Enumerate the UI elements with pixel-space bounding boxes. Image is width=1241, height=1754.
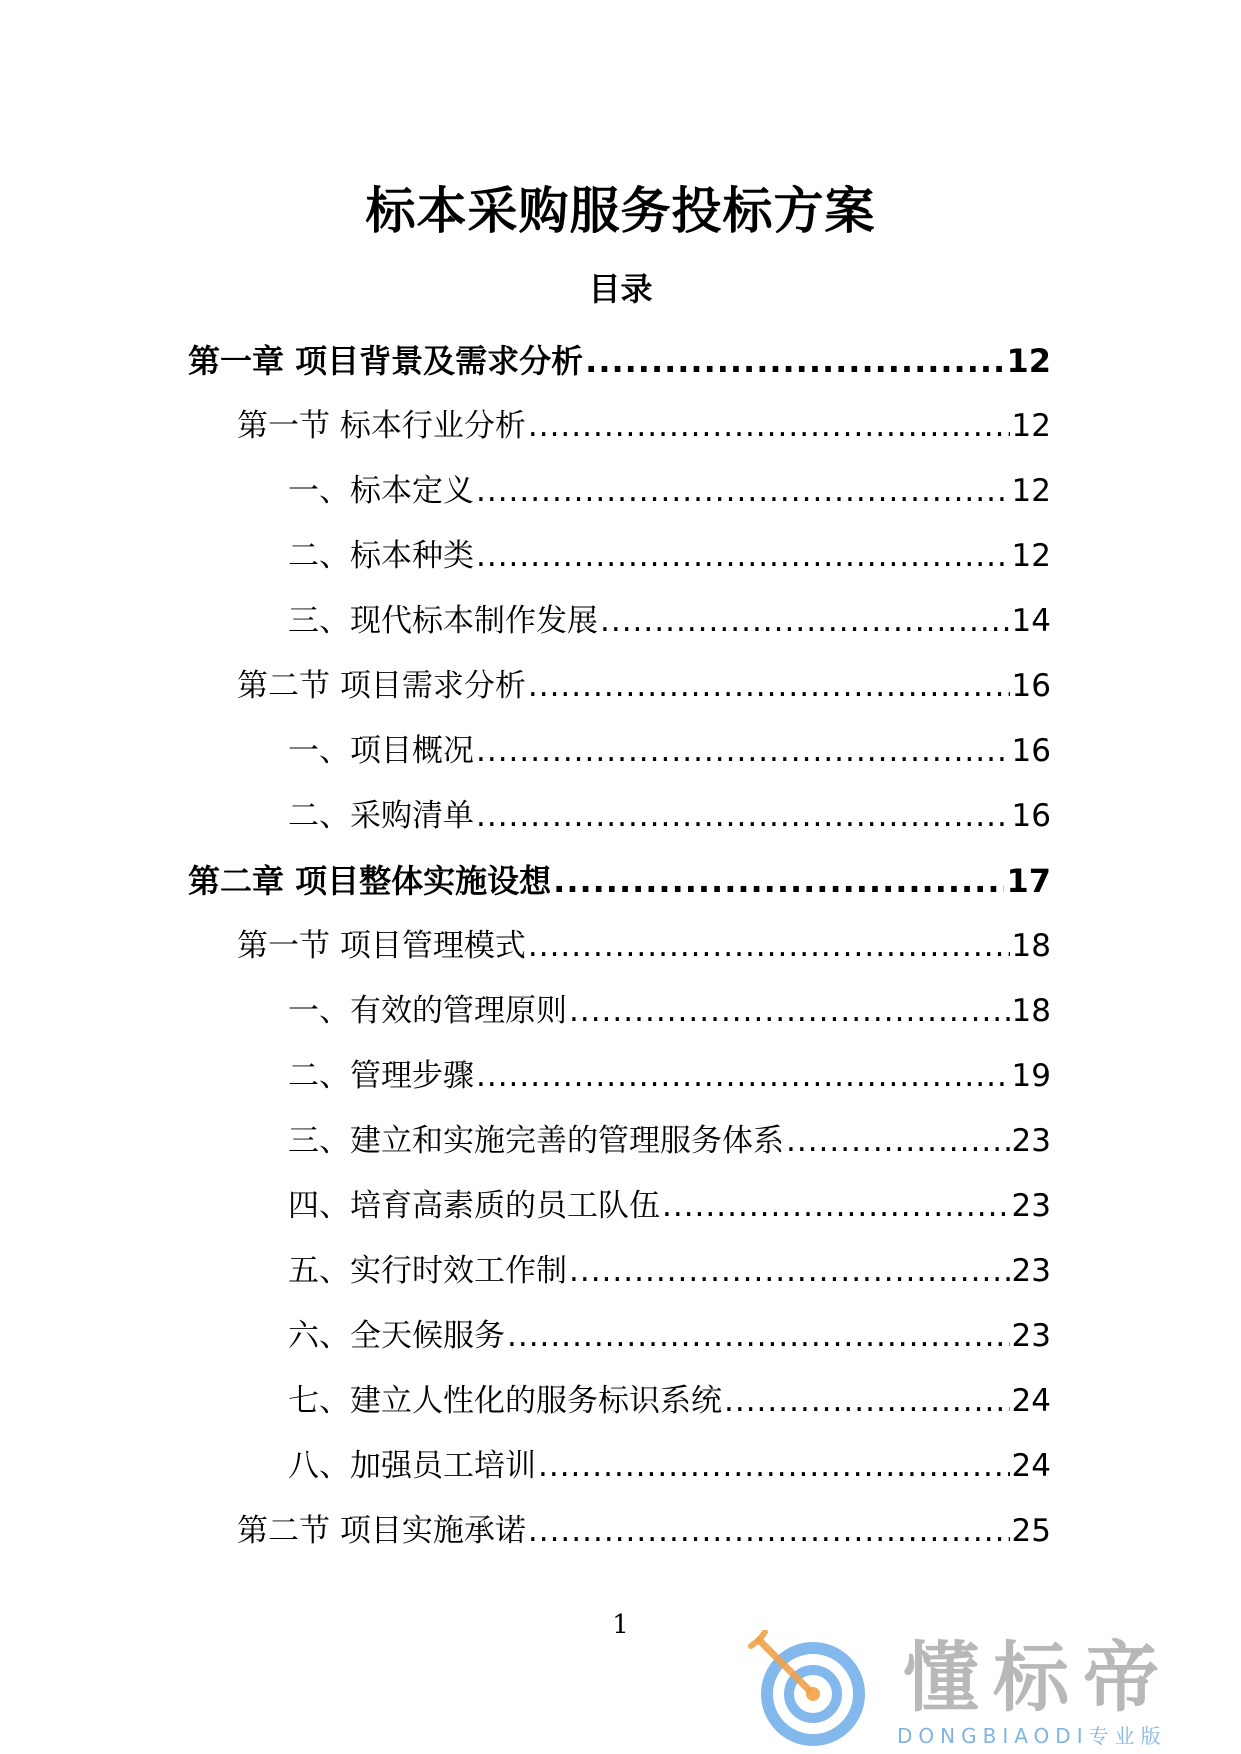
toc-entry-title: 第二章 项目整体实施设想 xyxy=(188,861,552,900)
toc-entry-page: 12 xyxy=(1011,537,1051,574)
toc-entry-title: 第一节 标本行业分析 xyxy=(237,407,526,444)
toc-entry-title: 第一节 项目管理模式 xyxy=(237,927,526,964)
toc-entry[interactable] xyxy=(0,1108,1241,1173)
toc-entry[interactable] xyxy=(0,783,1241,848)
toc-entry-title: 三、建立和实施完善的管理服务体系 xyxy=(288,1122,784,1159)
toc-entry[interactable] xyxy=(0,588,1241,653)
toc-dot-leader xyxy=(507,1316,1010,1356)
toc-dot-leader xyxy=(476,1056,1010,1096)
toc-entry-title: 七、建立人性化的服务标识系统 xyxy=(288,1382,722,1419)
toc-dot-leader xyxy=(476,536,1010,576)
toc-dot-leader xyxy=(538,1446,1010,1486)
toc-dot-leader xyxy=(476,731,1010,771)
toc-entry[interactable] xyxy=(0,1498,1241,1563)
table-of-contents xyxy=(0,328,1241,1563)
toc-entry-title: 三、现代标本制作发展 xyxy=(288,602,598,639)
toc-entry-page: 23 xyxy=(1011,1317,1051,1354)
toc-entry[interactable] xyxy=(0,913,1241,978)
toc-entry[interactable] xyxy=(0,1433,1241,1498)
toc-entry-title: 六、全天候服务 xyxy=(288,1317,505,1354)
toc-dot-leader xyxy=(528,1511,1010,1551)
document-title: 标本采购服务投标方案 xyxy=(365,182,876,240)
toc-dot-leader xyxy=(528,666,1010,706)
toc-entry-page: 23 xyxy=(1011,1252,1051,1289)
toc-entry-page: 14 xyxy=(1011,602,1051,639)
toc-entry[interactable] xyxy=(0,653,1241,718)
toc-entry-title: 四、培育高素质的员工队伍 xyxy=(288,1187,660,1224)
toc-dot-leader xyxy=(786,1121,1010,1161)
toc-entry-title: 二、管理步骤 xyxy=(288,1057,474,1094)
toc-dot-leader xyxy=(585,341,1004,381)
toc-entry-page: 25 xyxy=(1011,1512,1051,1549)
toc-entry-page: 16 xyxy=(1011,732,1051,769)
toc-entry[interactable] xyxy=(0,1368,1241,1433)
toc-entry-page: 12 xyxy=(1006,341,1051,380)
toc-entry-page: 18 xyxy=(1011,927,1051,964)
toc-entry[interactable] xyxy=(0,1238,1241,1303)
toc-entry-title: 一、标本定义 xyxy=(288,472,474,509)
toc-dot-leader xyxy=(724,1381,1010,1421)
toc-entry-page: 16 xyxy=(1011,797,1051,834)
toc-entry[interactable] xyxy=(0,978,1241,1043)
toc-entry-page: 17 xyxy=(1006,861,1051,900)
toc-dot-leader xyxy=(553,861,1004,901)
toc-entry-title: 二、采购清单 xyxy=(288,797,474,834)
target-arrow-icon xyxy=(745,1630,865,1750)
page-number: 1 xyxy=(612,1610,629,1640)
toc-entry-page: 24 xyxy=(1011,1447,1051,1484)
toc-dot-leader xyxy=(476,471,1010,511)
toc-entry-page: 23 xyxy=(1011,1187,1051,1224)
toc-entry[interactable] xyxy=(0,718,1241,783)
watermark-subtitle: DONGBIAODI专业版 xyxy=(897,1724,1167,1748)
watermark-brand: 懂标帝 xyxy=(903,1633,1173,1722)
watermark xyxy=(745,1630,1225,1750)
toc-dot-leader xyxy=(569,1251,1010,1291)
toc-entry-title: 五、实行时效工作制 xyxy=(288,1252,567,1289)
toc-entry-title: 八、加强员工培训 xyxy=(288,1447,536,1484)
toc-entry[interactable] xyxy=(0,1303,1241,1368)
toc-entry-title: 二、标本种类 xyxy=(288,537,474,574)
toc-entry[interactable] xyxy=(0,523,1241,588)
toc-entry[interactable] xyxy=(0,848,1241,913)
toc-entry-page: 12 xyxy=(1011,407,1051,444)
toc-dot-leader xyxy=(476,796,1010,836)
toc-entry-title: 一、项目概况 xyxy=(288,732,474,769)
toc-entry[interactable] xyxy=(0,1173,1241,1238)
toc-entry-page: 16 xyxy=(1011,667,1051,704)
toc-entry[interactable] xyxy=(0,458,1241,523)
toc-dot-leader xyxy=(528,926,1010,966)
toc-dot-leader xyxy=(569,991,1010,1031)
toc-entry[interactable] xyxy=(0,1043,1241,1108)
toc-entry-page: 19 xyxy=(1011,1057,1051,1094)
toc-entry-page: 24 xyxy=(1011,1382,1051,1419)
toc-entry-title: 第二节 项目实施承诺 xyxy=(237,1512,526,1549)
toc-dot-leader xyxy=(600,601,1010,641)
toc-heading: 目录 xyxy=(588,270,653,308)
toc-entry-page: 12 xyxy=(1011,472,1051,509)
toc-entry-title: 第二节 项目需求分析 xyxy=(237,667,526,704)
toc-entry-title: 第一章 项目背景及需求分析 xyxy=(188,341,584,380)
toc-entry[interactable] xyxy=(0,393,1241,458)
toc-dot-leader xyxy=(528,406,1010,446)
toc-entry-title: 一、有效的管理原则 xyxy=(288,992,567,1029)
toc-entry-page: 23 xyxy=(1011,1122,1051,1159)
toc-dot-leader xyxy=(662,1186,1010,1226)
toc-entry-page: 18 xyxy=(1011,992,1051,1029)
toc-entry[interactable] xyxy=(0,328,1241,393)
